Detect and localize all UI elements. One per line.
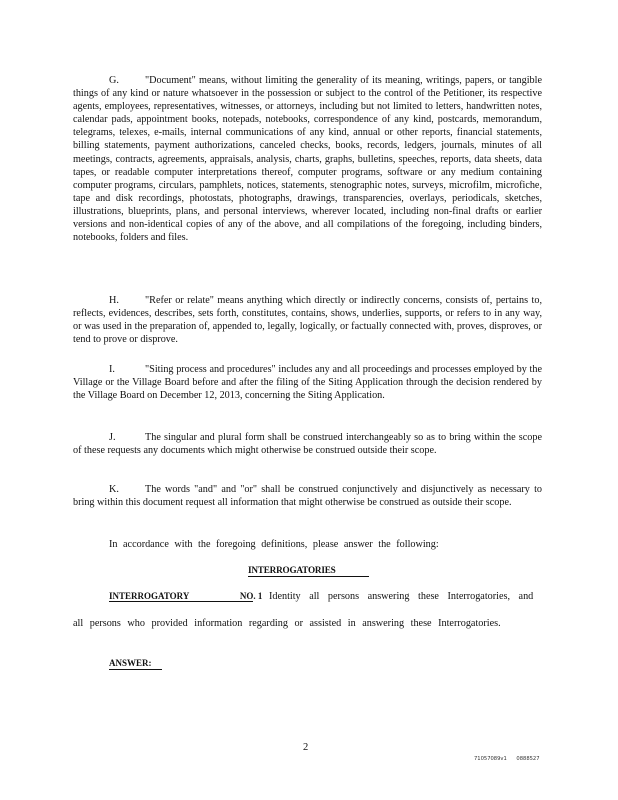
heading-underline (248, 576, 369, 577)
definition-letter: H. (109, 295, 119, 306)
definition-h (73, 294, 542, 346)
definition-text: The singular and plural form shall be construed interchangeably so as to bring within the scope of these requests any documents which might otherwise be construed outside their scope. (73, 432, 542, 457)
interrogatory-text-second: all persons who provided information regarding or assisted in answering these Interrogatories. (73, 618, 501, 629)
document-reference: 71057089v1 0888527 (474, 756, 540, 762)
answer-label: ANSWER: (109, 658, 152, 668)
interrogatory-underline (109, 601, 253, 602)
definition-letter: I. (109, 364, 115, 375)
interrogatory-text-first: Identity all persons answering these Interrogatories, and (268, 591, 534, 602)
page-number: 2 (303, 742, 309, 753)
interrogatory-number: NO. 1 (239, 591, 263, 601)
definition-letter: J. (109, 432, 116, 443)
intro-sentence: In accordance with the foregoing definitions, please answer the following: (109, 539, 439, 550)
definition-letter: K. (109, 484, 119, 495)
interrogatory-label: INTERROGATORY (109, 591, 190, 601)
definition-text: "Refer or relate" means anything which directly or indirectly concerns, consists of, pertains to, reflects, evidences, describes, sets forth, constitutes, contains, shows, underlies, supports, or refers to in any way, or was used in the preparation of, appended to, legally, logically, or factually connected with, proves, disproves, or tend to prove or disprove. (73, 295, 542, 346)
definition-text: The words "and" and "or" shall be construed conjunctively and disjunctively as necessary to bring within this document request all information that might otherwise be construed as outside their scope. (73, 484, 542, 509)
definition-g (73, 74, 542, 244)
definition-text: "Siting process and procedures" includes any and all proceedings and processes employed by the Village or the Village Board before and after the filing of the Siting Application through the decision rendered by the Village Board on December 12, 2013, concerning the Siting Application. (73, 364, 542, 402)
answer-underline (109, 669, 162, 670)
definition-i (73, 363, 542, 402)
definition-text: "Document" means, without limiting the generality of its meaning, writings, papers, or tangible things of any kind or nature whatsoever in the possession or subject to the control of the Petitioner, its respective agents, employees, representatives, witnesses, or attorneys, including but not limited to letters, handwritten notes, calendar pads, appointment books, notepads, notebooks, correspondence of any kind, postcards, memorandum, telegrams, telexes, e-mails, internal communications of any kind, annual or other reports, financial statements, billing statements, payment authorizations, canceled checks, books, records, ledgers, journals, minutes of all meetings, contracts, agreements, appraisals, analysis, charts, graphs, bulletins, speeches, reports, data sheets, data tapes, or readable computer interpretations thereof, computer programs, software or any medium containing computer programs, circulars, pamphlets, notices, statements, stenographic notes, surveys, microfilm, microfiche, tape and disk recordings, photostats, photographs, drawings, transparencies, overlays, periodicals, sketches, illustrations, blueprints, plans, and personal interviews, wherever located, including non-final drafts or earlier versions and non-identical copies of any of the above, and all compilations of the foregoing, including binders, notebooks, folders and files. (73, 75, 542, 244)
definition-letter: G. (109, 75, 119, 86)
definition-j (73, 431, 542, 457)
definition-k (73, 483, 542, 509)
interrogatories-heading: INTERROGATORIES (248, 565, 336, 575)
